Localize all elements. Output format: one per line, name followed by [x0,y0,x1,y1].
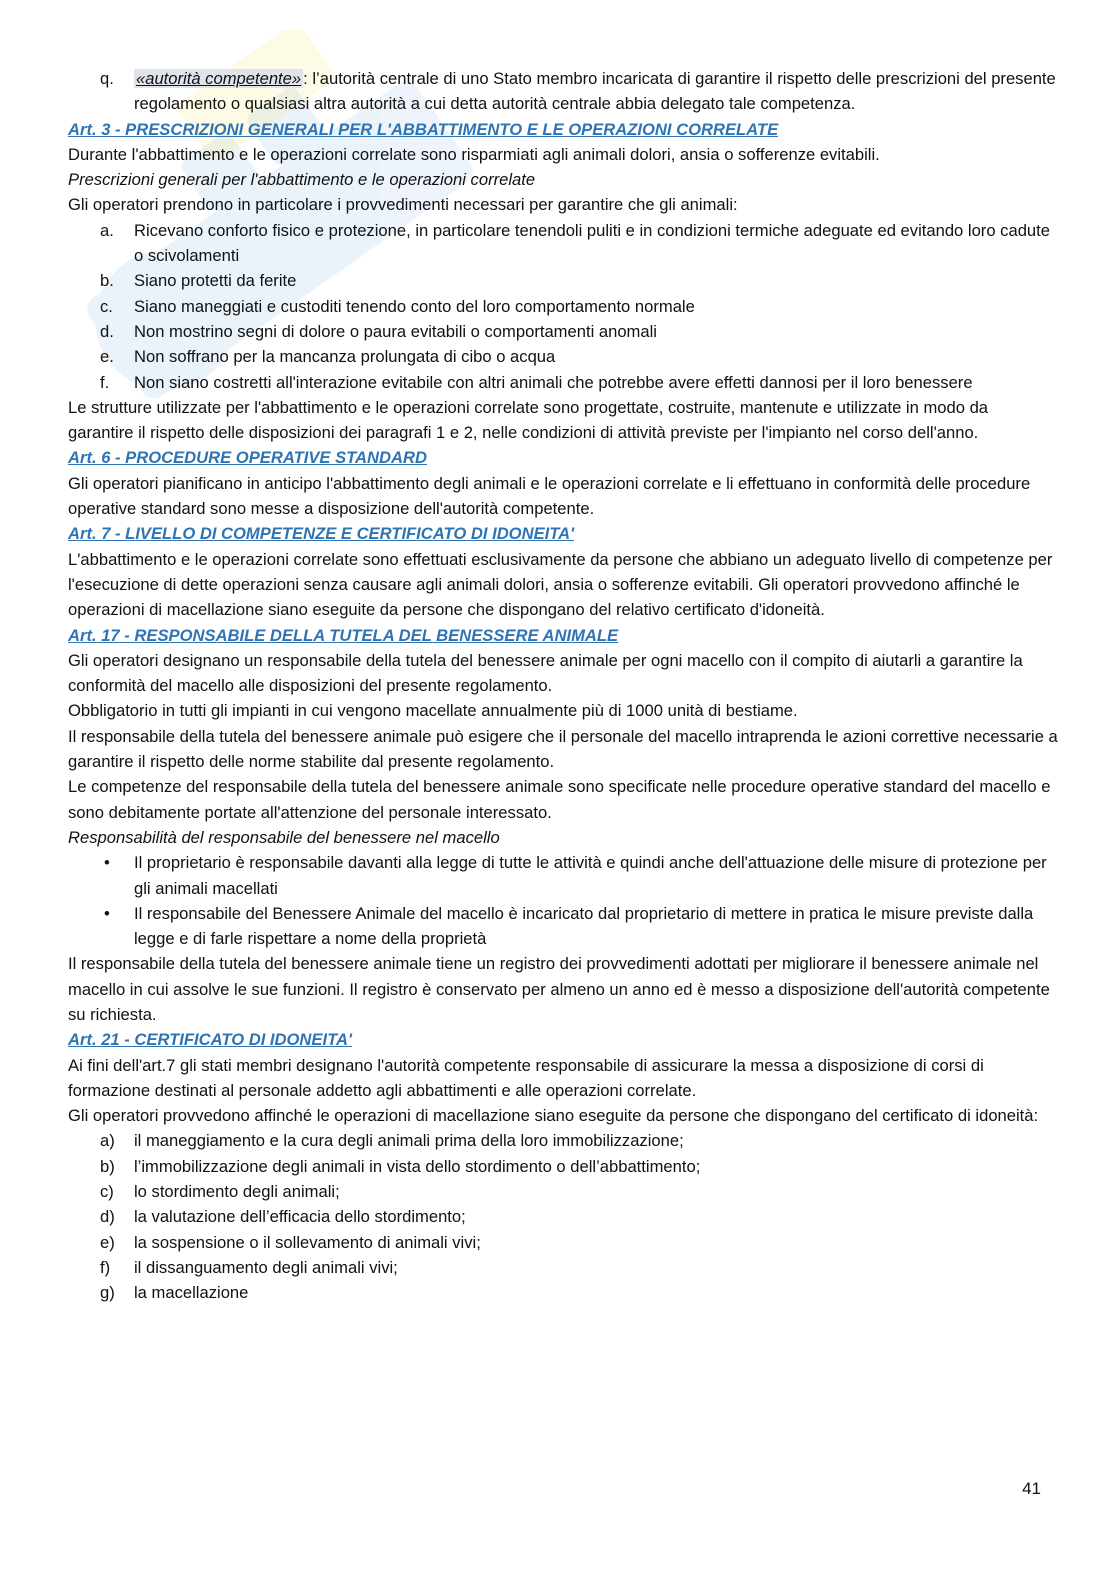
list-marker: d. [100,321,114,341]
defined-term: «autorità competente» [136,69,302,88]
list-marker: b. [100,271,114,291]
art3-heading: Art. 3 - PRESCRIZIONI GENERALI PER L'ABBATTIMENTO E LE OPERAZIONI CORRELATE [68,119,779,139]
list-item-text: la macellazione [134,1283,249,1303]
list-item [68,1128,1058,1153]
document-body [68,66,1058,1306]
list-item [68,1230,1058,1255]
list-item-text: Ricevano conforto fisico e protezione, in particolare tenendoli puliti e in condizioni termiche adeguate ed evitando loro cadute o scivolamenti [134,220,1050,266]
definition-list [68,66,1058,117]
page-number: 41 [1022,1479,1041,1498]
list-item [68,294,1058,319]
art6-heading: Art. 6 - PROCEDURE OPERATIVE STANDARD [68,448,427,468]
bullet-icon: • [104,853,110,873]
list-item [68,1179,1058,1204]
list-item [68,319,1058,344]
list-item [68,1204,1058,1229]
art17-bullet-list [68,850,1058,951]
list-item [68,1280,1058,1305]
list-item-text: Il proprietario è responsabile davanti alla legge di tutte le attività e quindi anche dell'attuazione delle misure di protezione per gli animali macellati [134,853,1047,898]
art3-paragraph-3: Le strutture utilizzate per l'abbattimento e le operazioni correlate sono progettate, costruite, mantenute e utilizzate in modo da garantire il rispetto delle disposizioni dei paragrafi 1 e 2, nelle condizioni di attività previste per l'impianto nel corso dell'anno. [68,397,989,443]
list-item [68,268,1058,293]
list-marker: c. [100,296,113,316]
list-marker: e. [100,347,114,367]
art21-list [68,1128,1058,1305]
list-marker: q. [100,69,114,88]
list-marker: a. [100,220,114,240]
art21-heading: Art. 21 - CERTIFICATO DI IDONEITA' [68,1030,352,1050]
list-item [68,901,1058,952]
art6-paragraph-1: Gli operatori pianificano in anticipo l'abbattimento degli animali e le operazioni correlate e li effettuano in conformità delle procedure operative standard sono messe a disposizione dell'autorità competente. [68,473,1031,519]
list-item-text: il maneggiamento e la cura degli animali prima della loro immobilizzazione; [134,1131,684,1151]
list-item [68,218,1058,269]
list-item-text: la sospensione o il sollevamento di animali vivi; [134,1232,481,1252]
list-marker: d) [100,1207,115,1227]
list-item [68,66,1058,117]
bullet-icon: • [104,903,110,923]
list-item-text: Siano protetti da ferite [134,271,297,291]
list-marker: g) [100,1283,115,1303]
list-marker: a) [100,1131,115,1151]
art17-subtitle: Responsabilità del responsabile del benessere nel macello [68,827,500,847]
art3-paragraph-2: Gli operatori prendono in particolare i provvedimenti necessari per garantire che gli animali: [68,195,738,215]
list-item-text: Non siano costretti all'interazione evitabile con altri animali che potrebbe avere effetti dannosi per il loro benessere [134,372,973,392]
list-item [68,1255,1058,1280]
list-item-text: Non mostrino segni di dolore o paura evitabili o comportamenti anomali [134,321,657,341]
art17-paragraph-3: Il responsabile della tutela del benessere animale può esigere che il personale del macello intraprenda le azioni correttive necessarie a garantire il rispetto delle norme stabilite dal presente regolamento. [68,726,1058,772]
art3-subtitle: Prescrizioni generali per l'abbattimento e le operazioni correlate [68,170,536,190]
art17-heading: Art. 17 - RESPONSABILE DELLA TUTELA DEL BENESSERE ANIMALE [68,625,619,645]
list-item-text: l’immobilizzazione degli animali in vista dello stordimento o dell’abbattimento; [134,1156,701,1176]
list-item-text: lo stordimento degli animali; [134,1182,340,1202]
list-item [68,344,1058,369]
art17-paragraph-4: Le competenze del responsabile della tutela del benessere animale sono specificate nelle procedure operative standard del macello e sono debitamente portate all'attenzione del personale interessato. [68,777,1051,822]
list-item-text: la valutazione dell’efficacia dello stordimento; [134,1207,466,1227]
list-item-text: il dissanguamento degli animali vivi; [134,1257,398,1277]
list-item-text: Non soffrano per la mancanza prolungata di cibo o acqua [134,347,556,367]
list-marker: f. [100,372,110,392]
art7-paragraph-1: L'abbattimento e le operazioni correlate sono effettuati esclusivamente da persone che abbiano un adeguato livello di competenze per l'esecuzione di dette operazioni senza causare agli animali dolori, ansia o sofferenze evitabili. Gli operatori provvedono affinché le operazioni di macellazione siano eseguite da persone che dispongano del relativo certificato d'idoneità. [68,549,1053,620]
art17-paragraph-2: Obbligatorio in tutti gli impianti in cui vengono macellate annualmente più di 1000 unità di bestiame. [68,701,798,721]
list-item-text: Siano maneggiati e custoditi tenendo conto del loro comportamento normale [134,296,695,316]
art21-paragraph-2: Gli operatori provvedono affinché le operazioni di macellazione siano eseguite da persone che dispongano del certificato di idoneità: [68,1106,1039,1126]
art17-paragraph-1: Gli operatori designano un responsabile della tutela del benessere animale per ogni macello con il compito di aiutarli a garantire la conformità del macello alle disposizioni del presente regolamento. [68,650,1023,696]
art3-list [68,218,1058,395]
art7-heading: Art. 7 - LIVELLO DI COMPETENZE E CERTIFICATO DI IDONEITA' [68,524,575,544]
list-marker: f) [100,1257,111,1277]
list-item [68,1154,1058,1179]
art21-paragraph-1: Ai fini dell'art.7 gli stati membri designano l'autorità competente responsabile di assicurare la messa a disposizione di corsi di formazione destinati al personale addetto agli abbattimenti e alle operazioni correlate. [68,1055,984,1100]
list-item [68,850,1058,901]
list-item [68,370,1058,395]
list-item-text: Il responsabile del Benessere Animale del macello è incaricato dal proprietario di mettere in pratica le misure previste dalla legge e di farle rispettare a nome della proprietà [134,903,1034,949]
list-marker: b) [100,1156,115,1176]
definition-text: : l’autorità centrale di uno Stato membro incaricata di garantire il rispetto delle prescrizioni del presente regolamento o qualsiasi altra autorità a cui detta autorità centrale abbia delegato tale competenza. [134,69,1056,114]
art17-paragraph-5: Il responsabile della tutela del benessere animale tiene un registro dei provvedimenti adottati per migliorare il benessere animale nel macello in cui assolve le sue funzioni. Il registro è conservato per almeno un anno ed è messo a disposizione dell'autorità competente su richiesta. [68,954,1050,1024]
list-marker: e) [100,1232,115,1252]
art3-paragraph-1: Durante l'abbattimento e le operazioni correlate sono risparmiati agli animali dolori, ansia o sofferenze evitabili. [68,144,880,164]
list-marker: c) [100,1182,114,1202]
